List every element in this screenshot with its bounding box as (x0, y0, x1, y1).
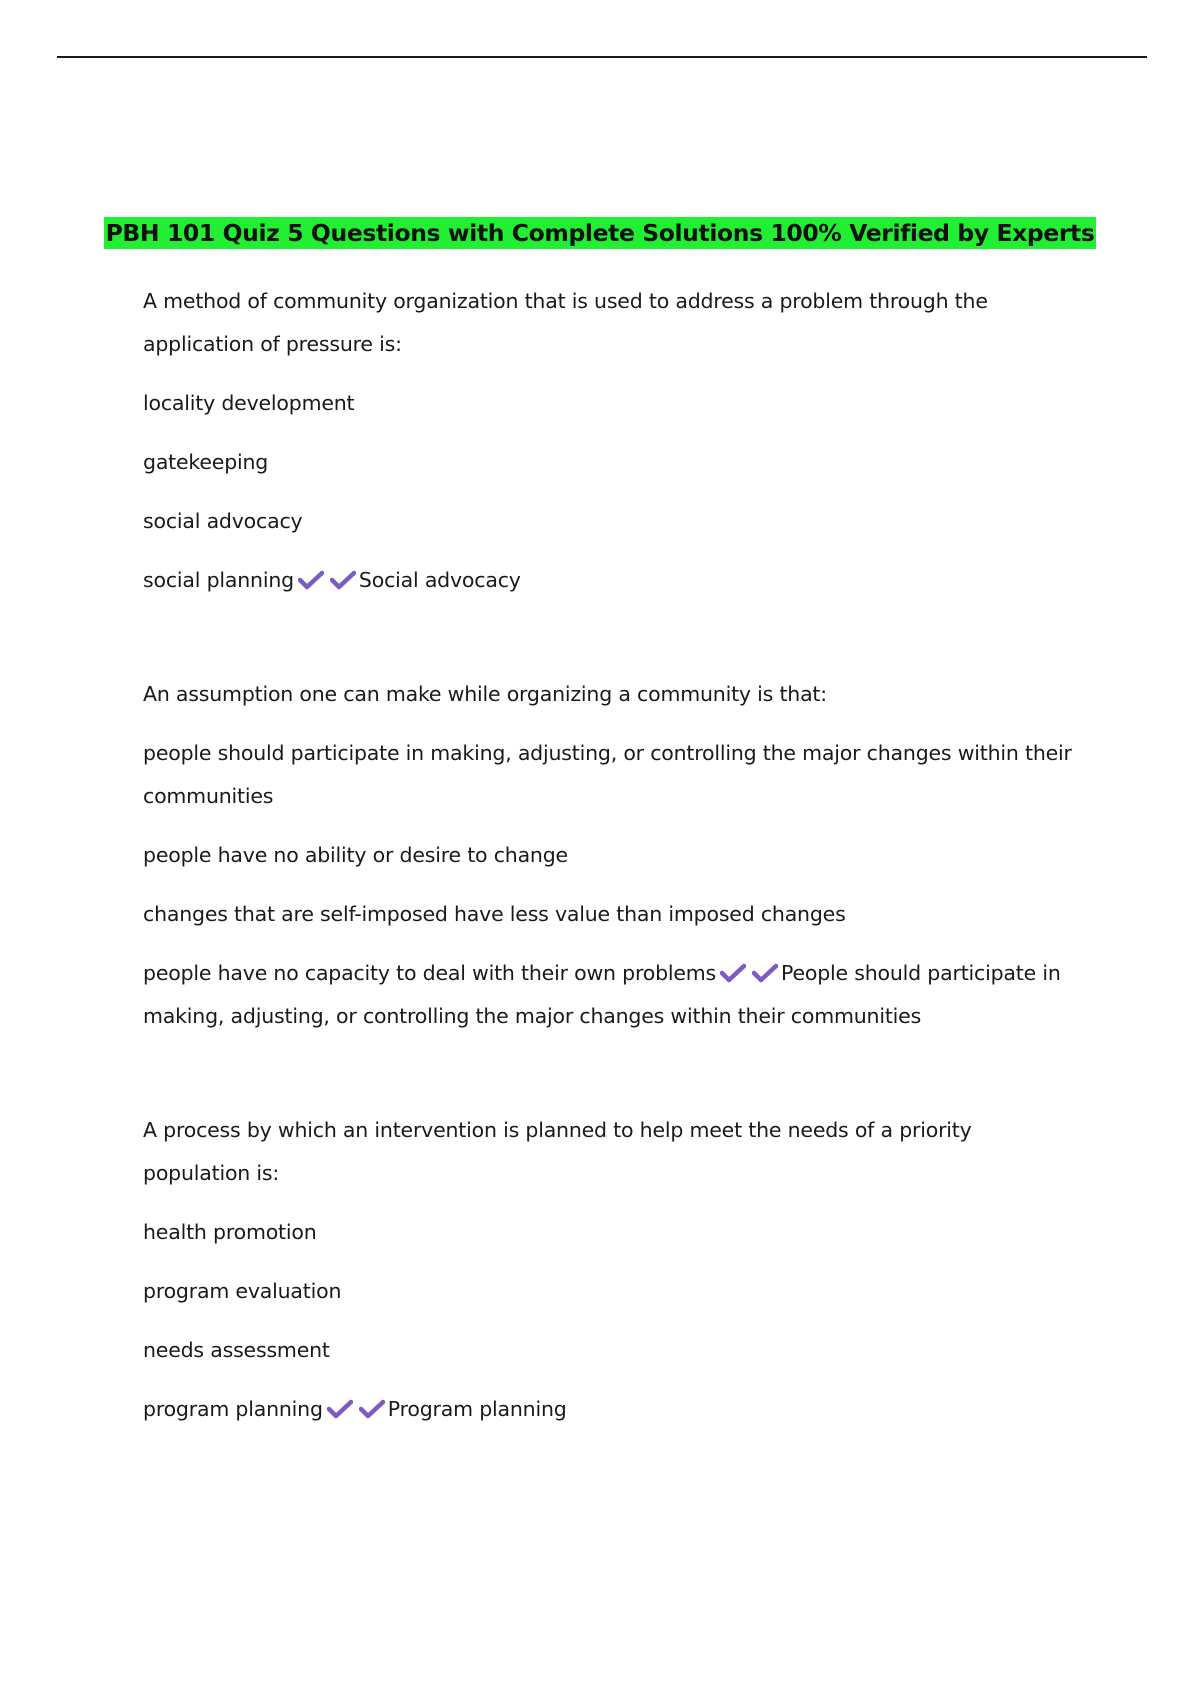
check-icon (720, 963, 746, 983)
correct-answer: Program planning (387, 1397, 567, 1421)
correct-answer: Social advocacy (358, 568, 521, 592)
quiz-content (143, 280, 1083, 1431)
question-prompt: A process by which an intervention is planned to help meet the needs of a priority population is: (143, 1118, 972, 1185)
answer-option: program planning (143, 1397, 323, 1421)
answer-option: social planning (143, 568, 294, 592)
check-icon (752, 963, 778, 983)
question-prompt: A method of community organization that is used to address a problem through the application of pressure is: (143, 289, 988, 356)
check-icon (298, 570, 324, 590)
check-icon (330, 570, 356, 590)
answer-option: social advocacy (143, 509, 303, 533)
check-icon (327, 1399, 353, 1419)
answer-option: people have no ability or desire to change (143, 843, 568, 867)
answer-option: changes that are self-imposed have less value than imposed changes (143, 902, 846, 926)
answer-option: locality development (143, 391, 355, 415)
answer-line (143, 1388, 1083, 1431)
title-container (0, 217, 1200, 249)
answer-option: gatekeeping (143, 450, 269, 474)
question-block (143, 280, 1083, 602)
answer-option: people should participate in making, adjusting, or controlling the major changes within their communities (143, 741, 1072, 808)
question-block (143, 1109, 1083, 1431)
document-title: PBH 101 Quiz 5 Questions with Complete Solutions 100% Verified by Experts (105, 219, 1095, 247)
answer-option: health promotion (143, 1220, 317, 1244)
question-prompt: An assumption one can make while organizing a community is that: (143, 682, 827, 706)
question-block (143, 673, 1083, 1038)
answer-option: needs assessment (143, 1338, 330, 1362)
answer-option: program evaluation (143, 1279, 342, 1303)
answer-option: people have no capacity to deal with their own problems (143, 961, 717, 985)
check-icon (359, 1399, 385, 1419)
header-rule (57, 56, 1147, 58)
correct-answer: People should participate in making, adjusting, or controlling the major changes within their communities (143, 961, 1061, 1028)
answer-line (143, 952, 1083, 1038)
answer-line (143, 559, 1083, 602)
